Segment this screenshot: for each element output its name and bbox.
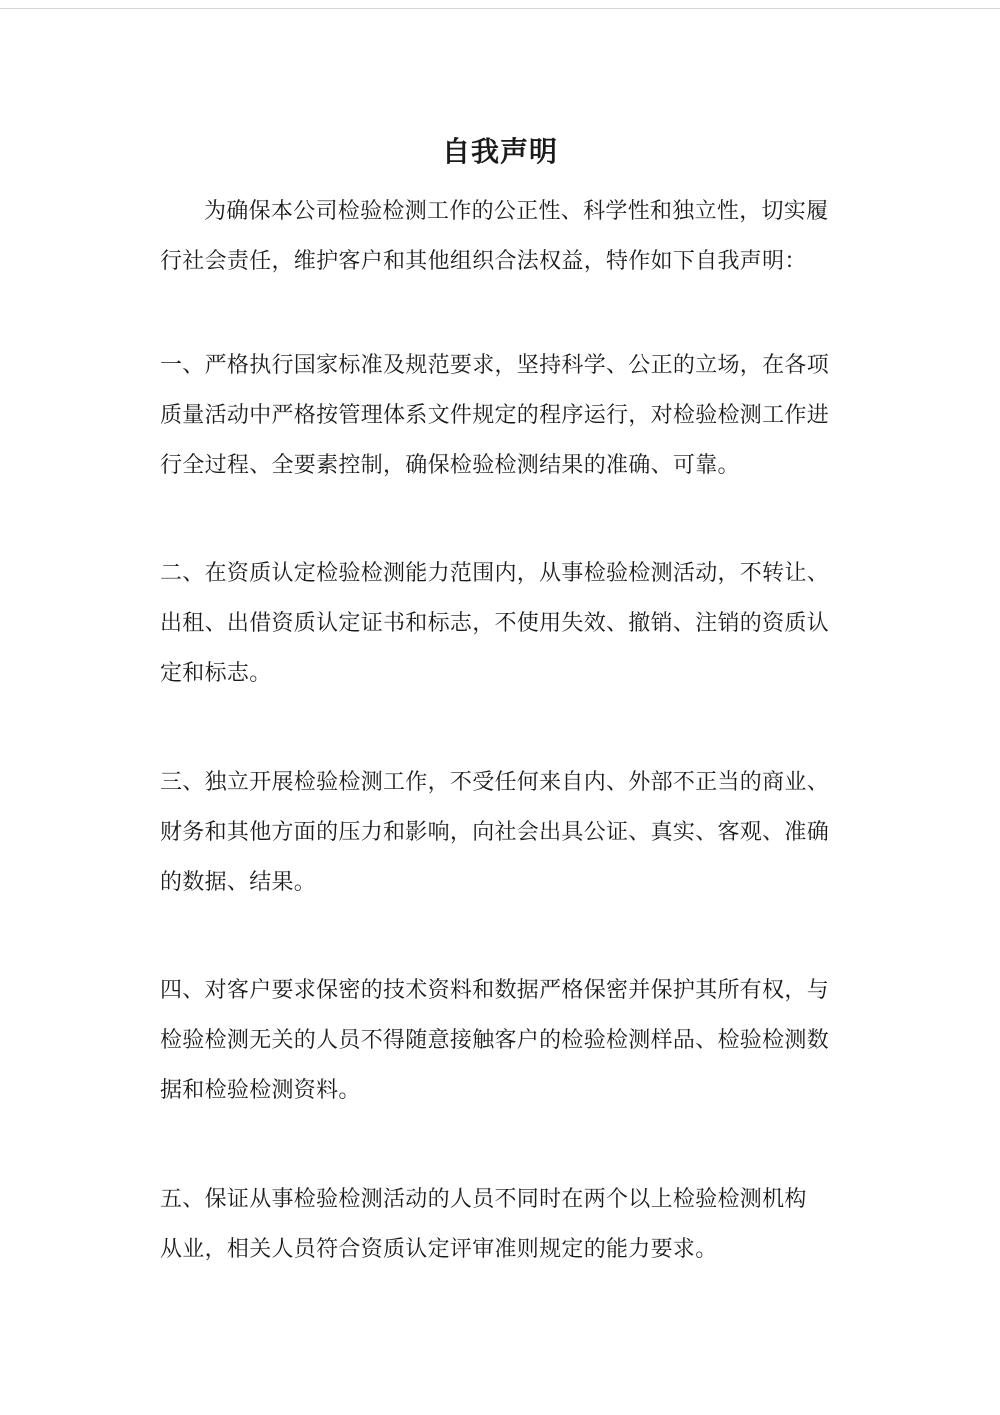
item-5-line-2: 从业，相关人员符合资质认定评审准则规定的能力要求。 xyxy=(160,1237,718,1262)
item-3-line-2: 财务和其他方面的压力和影响，向社会出具公证、真实、客观、准确 xyxy=(160,820,830,845)
declaration-item-1 xyxy=(160,341,850,491)
item-1-line-3: 行全过程、全要素控制，确保检验检测结果的准确、可靠。 xyxy=(160,453,740,478)
item-2-line-1: 二、在资质认定检验检测能力范围内，从事检验检测活动，不转让、 xyxy=(160,561,830,586)
item-2-line-2: 出租、出借资质认定证书和标志，不使用失效、撤销、注销的资质认 xyxy=(160,611,830,636)
declaration-item-5 xyxy=(160,1175,850,1275)
document-title: 自我声明 xyxy=(441,135,558,168)
item-3-line-3: 的数据、结果。 xyxy=(160,870,317,895)
declaration-item-3 xyxy=(160,758,850,908)
item-2-line-3: 定和标志。 xyxy=(160,661,272,686)
item-4-line-3: 据和检验检测资料。 xyxy=(160,1078,361,1103)
declaration-item-4 xyxy=(160,966,850,1116)
intro-line-2: 行社会责任，维护客户和其他组织合法权益，特作如下自我声明： xyxy=(160,249,807,274)
item-1-line-1: 一、严格执行国家标准及规范要求，坚持科学、公正的立场，在各项 xyxy=(160,353,830,378)
item-5-line-1: 五、保证从事检验检测活动的人员不同时在两个以上检验检测机构 xyxy=(160,1187,807,1212)
item-1-line-2: 质量活动中严格按管理体系文件规定的程序运行，对检验检测工作进 xyxy=(160,403,830,428)
item-4-line-2: 检验检测无关的人员不得随意接触客户的检验检测样品、检验检测数 xyxy=(160,1028,830,1053)
declaration-item-2 xyxy=(160,549,850,699)
intro-line-1: 为确保本公司检验检测工作的公正性、科学性和独立性，切实履 xyxy=(204,199,829,224)
intro-paragraph xyxy=(160,187,850,287)
item-3-line-1: 三、独立开展检验检测工作，不受任何来自内、外部不正当的商业、 xyxy=(160,770,830,795)
item-4-line-1: 四、对客户要求保密的技术资料和数据严格保密并保护其所有权，与 xyxy=(160,978,830,1003)
